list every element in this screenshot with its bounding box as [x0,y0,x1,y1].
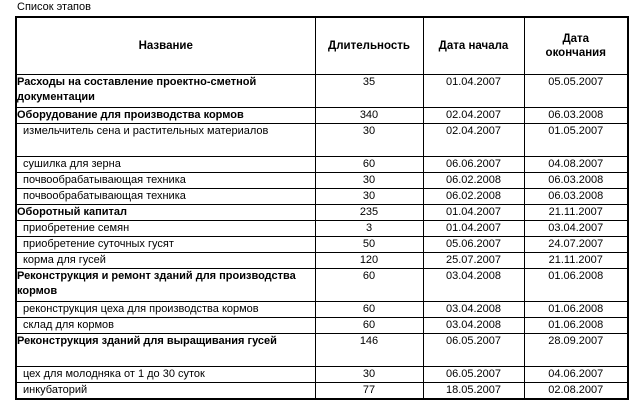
cell-duration: 50 [315,237,423,253]
stage-name-text: сушилка для зерна [23,158,121,170]
cell-end-date: 21.11.2007 [524,253,628,269]
stage-name-text: приобретение суточных гусят [23,238,174,250]
cell-stage-name [16,302,315,318]
page-title: Список этапов [17,1,91,13]
table-row[interactable] [16,173,628,189]
cell-stage-name [16,124,315,157]
table-row[interactable] [16,157,628,173]
cell-start-date: 03.04.2008 [423,269,524,302]
stage-name-text: склад для кормов [23,319,114,331]
cell-start-date: 06.05.2007 [423,334,524,367]
cell-start-date: 01.04.2007 [423,75,524,108]
cell-start-date: 01.04.2007 [423,221,524,237]
cell-start-date: 18.05.2007 [423,383,524,400]
cell-end-date: 05.05.2007 [524,75,628,108]
cell-start-date: 06.06.2007 [423,157,524,173]
cell-duration: 60 [315,318,423,334]
cell-end-date: 06.03.2008 [524,108,628,124]
cell-duration: 30 [315,189,423,205]
cell-end-date: 02.08.2007 [524,383,628,400]
cell-stage-name [16,221,315,237]
table-row[interactable] [16,124,628,157]
stage-name-text: Оборудование для производства кормов [17,109,244,121]
stages-table-container [15,16,627,400]
table-body [16,75,628,400]
cell-duration: 60 [315,302,423,318]
cell-stage-name [16,237,315,253]
stage-name-text: измельчитель сена и растительных материалов [23,125,269,137]
cell-duration: 35 [315,75,423,108]
cell-end-date: 06.03.2008 [524,189,628,205]
column-header-end-date [524,17,628,75]
table-row[interactable] [16,367,628,383]
table-row[interactable] [16,318,628,334]
cell-start-date: 06.05.2007 [423,367,524,383]
column-header-end-date-line1: Дата [562,33,590,45]
stage-name-text: реконструкция цеха для производства кормов [23,303,259,315]
cell-stage-name [16,334,315,367]
stage-name-text: Реконструкция зданий для выращивания гусей [17,335,277,347]
table-row[interactable] [16,108,628,124]
stage-name-text: Расходы на составление проектно-сметной документации [17,76,257,103]
cell-end-date: 04.08.2007 [524,157,628,173]
column-header-name: Название [16,17,315,75]
stage-name-text: приобретение семян [23,222,130,234]
cell-stage-name [16,189,315,205]
table-header [16,17,628,75]
cell-stage-name [16,253,315,269]
stage-name-text: Оборотный капитал [17,206,127,218]
cell-stage-name [16,205,315,221]
table-row[interactable] [16,383,628,400]
cell-start-date: 03.04.2008 [423,302,524,318]
column-header-end-date-line2: окончания [545,47,606,59]
table-row[interactable] [16,269,628,302]
cell-duration: 60 [315,157,423,173]
cell-duration: 30 [315,367,423,383]
cell-duration: 30 [315,124,423,157]
cell-duration: 340 [315,108,423,124]
cell-end-date: 01.06.2008 [524,302,628,318]
header-row [16,17,628,75]
cell-stage-name [16,108,315,124]
stage-name-text: почвообрабатывающая техника [23,190,186,202]
cell-end-date: 03.04.2007 [524,221,628,237]
cell-start-date: 05.06.2007 [423,237,524,253]
cell-duration: 235 [315,205,423,221]
cell-stage-name [16,318,315,334]
table-row[interactable] [16,205,628,221]
table-row[interactable] [16,237,628,253]
cell-duration: 60 [315,269,423,302]
cell-start-date: 25.07.2007 [423,253,524,269]
cell-start-date: 01.04.2007 [423,205,524,221]
stage-name-text: почвообрабатывающая техника [23,174,186,186]
cell-duration: 77 [315,383,423,400]
cell-end-date: 01.06.2008 [524,318,628,334]
stage-name-text: инкубаторий [23,384,88,396]
cell-stage-name [16,269,315,302]
column-header-duration: Длительность [315,17,423,75]
cell-duration: 146 [315,334,423,367]
table-row[interactable] [16,221,628,237]
table-row[interactable] [16,302,628,318]
cell-duration: 120 [315,253,423,269]
table-row[interactable] [16,334,628,367]
cell-start-date: 02.04.2007 [423,124,524,157]
cell-stage-name [16,157,315,173]
table-row[interactable] [16,75,628,108]
stage-name-text: цех для молодняка от 1 до 30 суток [23,368,205,380]
cell-start-date: 02.04.2007 [423,108,524,124]
cell-end-date: 01.05.2007 [524,124,628,157]
stages-table [15,16,629,400]
cell-end-date: 01.06.2008 [524,269,628,302]
table-row[interactable] [16,253,628,269]
column-header-start-date: Дата начала [423,17,524,75]
cell-duration: 30 [315,173,423,189]
stage-name-text: Реконструкция и ремонт зданий для производства кормов [17,270,296,297]
cell-end-date: 28.09.2007 [524,334,628,367]
cell-start-date: 03.04.2008 [423,318,524,334]
cell-duration: 3 [315,221,423,237]
cell-stage-name [16,75,315,108]
table-row[interactable] [16,189,628,205]
cell-stage-name [16,383,315,400]
cell-end-date: 06.03.2008 [524,173,628,189]
cell-start-date: 06.02.2008 [423,173,524,189]
cell-stage-name [16,367,315,383]
cell-end-date: 24.07.2007 [524,237,628,253]
cell-start-date: 06.02.2008 [423,189,524,205]
cell-stage-name [16,173,315,189]
cell-end-date: 21.11.2007 [524,205,628,221]
stage-name-text: корма для гусей [23,254,106,266]
cell-end-date: 04.06.2007 [524,367,628,383]
